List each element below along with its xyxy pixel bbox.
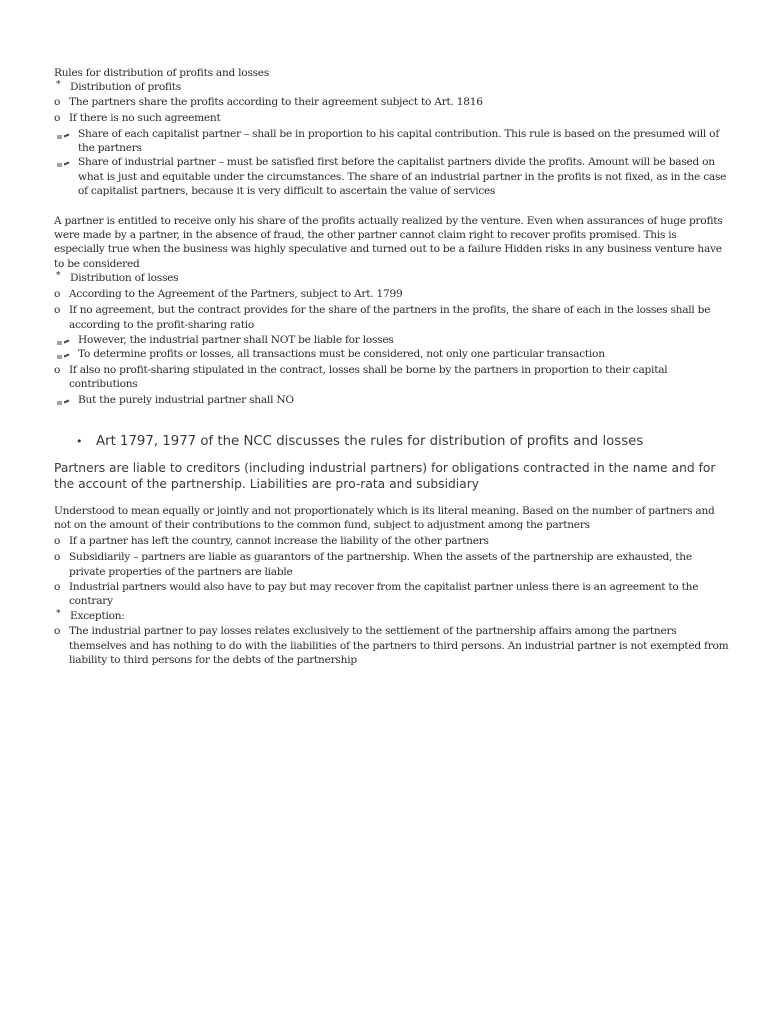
- list-item: [54, 155, 730, 198]
- star-bullet-icon: *: [56, 271, 61, 282]
- list-item: [54, 580, 730, 609]
- round-bullet-icon: •: [76, 434, 83, 448]
- list-item: [54, 333, 730, 347]
- list-item: [54, 287, 730, 301]
- list-item: [54, 609, 730, 623]
- losses-all-transactions: To determine profits or losses, all transactions must be considered, not only one particular transaction: [78, 348, 605, 361]
- losses-purely-industrial: But the purely industrial partner shall NO: [78, 393, 294, 406]
- star-bullet-icon: *: [56, 608, 61, 619]
- liability-left-country-item: If a partner has left the country, cannot increase the liability of the other partners: [69, 534, 489, 547]
- list-item: [54, 303, 730, 332]
- list-item: [54, 95, 730, 109]
- circle-bullet-icon: o: [54, 287, 61, 300]
- losses-agreement-item: According to the Agreement of the Partners, subject to Art. 1799: [69, 287, 403, 300]
- list-item: [54, 393, 730, 407]
- list-item: [54, 624, 730, 667]
- profits-no-agreement-item: If there is no such agreement: [69, 112, 221, 125]
- list-item: [54, 347, 730, 361]
- document-page: [54, 66, 730, 667]
- document-heading: Rules for distribution of profits and losses: [54, 67, 270, 79]
- liability-subsidiarily-item: Subsidiarily – partners are liable as guarantors of the partnership. When the assets of the partnership are exhausted, the private properties of the partners are liable: [69, 551, 692, 578]
- list-item: [54, 534, 730, 548]
- circle-bullet-icon: o: [54, 580, 61, 593]
- losses-section: [54, 271, 730, 407]
- profits-section: [54, 66, 730, 271]
- profits-title: Distribution of profits: [70, 81, 181, 94]
- art-bullet-text: Art 1797, 1977 of the NCC discusses the rules for distribution of profits and losses: [96, 433, 644, 449]
- losses-no-profit-sharing: If also no profit-sharing stipulated in the contract, losses shall be borne by the partners in proportion to their capital contributions: [69, 363, 668, 391]
- list-item: [54, 550, 730, 579]
- circle-bullet-icon: o: [54, 304, 61, 317]
- list-item: [54, 271, 730, 285]
- circle-bullet-icon: o: [54, 95, 61, 108]
- list-item: [54, 80, 730, 94]
- art-bullet-item: [54, 433, 730, 450]
- circle-bullet-icon: o: [54, 534, 61, 547]
- liability-industrial-pay-item: Industrial partners would also have to pay but may recover from the capitalist partner unless there is an agreement to the contrary: [69, 580, 699, 608]
- star-bullet-icon: *: [56, 80, 61, 91]
- circle-bullet-icon: o: [54, 363, 61, 376]
- profits-agreement-item: The partners share the profits according to their agreement subject to Art. 1816: [69, 95, 483, 108]
- profits-capitalist-item: Share of each capitalist partner – shall be in proportion to his capital contribution. This rule is based on the presumed will of the partners: [78, 127, 719, 155]
- profits-industrial-item: Share of industrial partner – must be satisfied first before the capitalist partners divide the profits. Amount will be based on what is just and equitable under the circumstances. The share of an industrial partner in the profits is not fixed, as in the case of capitalist partners, because it is very difficult to ascertain the value of services: [78, 156, 727, 198]
- profits-entitlement-paragraph: A partner is entitled to receive only his share of the profits actually realized by the venture. Even when assurances of huge profits were made by a partner, in the absence of fraud, the other partner cannot claim right to recover profits promised. This is especially true when the business was highly speculative and turned out to be a failure Hidden risks in any business venture have to be considered: [54, 214, 723, 270]
- liability-exception-item: The industrial partner to pay losses relates exclusively to the settlement of the partnership affairs among the partners themselves and has nothing to do with the liabilities of the partners to third persons. An industrial partner is not exempted from liability to third persons for the debts of the partnership: [69, 625, 729, 666]
- liability-exception-title: Exception:: [70, 609, 125, 622]
- list-item: [54, 127, 730, 156]
- list-item: [54, 363, 730, 392]
- losses-title: Distribution of losses: [70, 272, 179, 285]
- liability-paragraph: Partners are liable to creditors (including industrial partners) for obligations contracted in the name and for the account of the partnership. Liabilities are pro-rata and subsidiary: [54, 460, 716, 492]
- list-item: [54, 111, 730, 125]
- losses-no-agreement-item: If no agreement, but the contract provides for the share of the partners in the profits, the share of each in the losses shall be according to the profit-sharing ratio: [69, 304, 711, 331]
- liability-section: [54, 504, 730, 667]
- circle-bullet-icon: o: [54, 625, 61, 638]
- liability-understood-paragraph: Understood to mean equally or jointly and not proportionately which is its literal meaning. Based on the number of partners and not on the amount of their contributions to the common fund, subject to adjustment among the partners: [54, 504, 715, 532]
- circle-bullet-icon: o: [54, 551, 61, 564]
- losses-industrial-not-liable: However, the industrial partner shall NOT be liable for losses: [78, 333, 394, 346]
- circle-bullet-icon: o: [54, 112, 61, 125]
